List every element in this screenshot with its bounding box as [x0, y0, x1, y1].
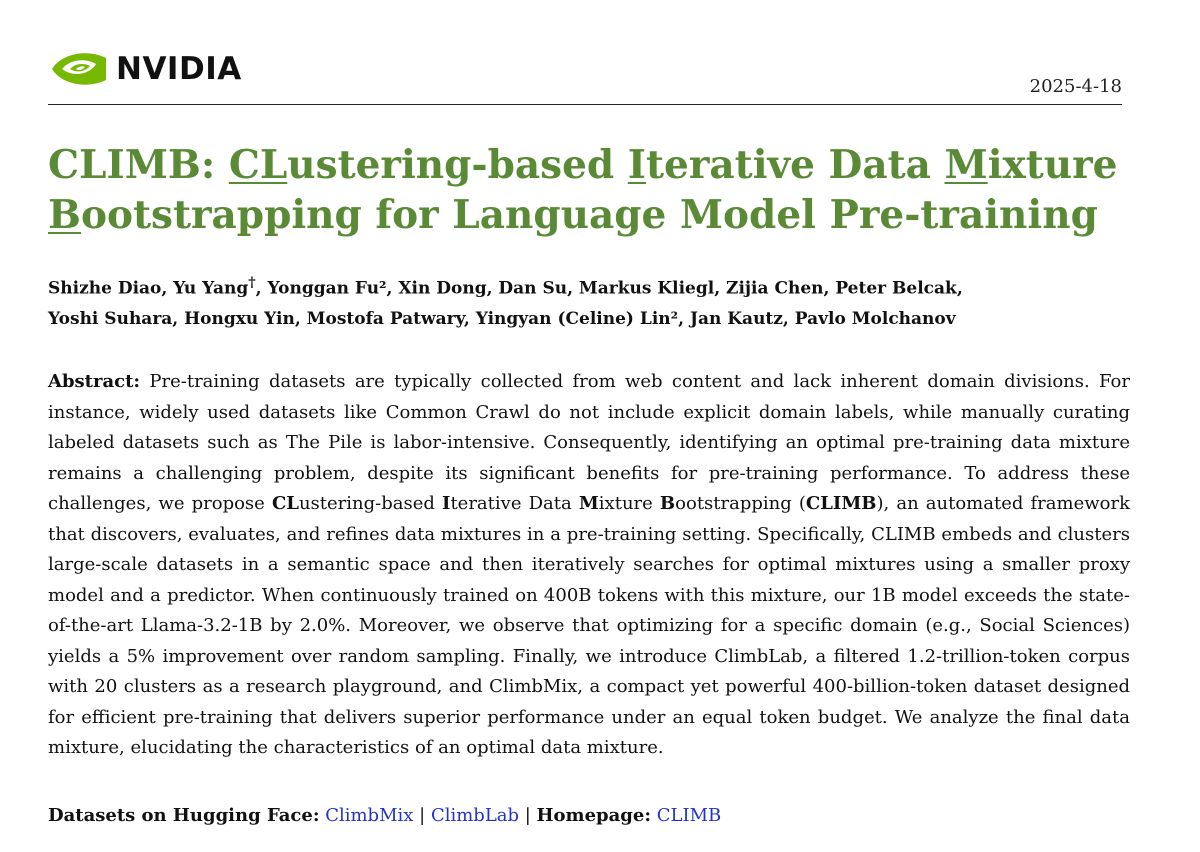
- abstract-climb: CLIMB: [805, 493, 877, 514]
- title-word-2: terative Data: [646, 142, 945, 188]
- title-acronym-b: B: [48, 192, 81, 238]
- nvidia-logo: [50, 50, 242, 88]
- abstract: [48, 367, 1130, 764]
- brand-name: NVIDIA: [116, 51, 242, 87]
- title-acronym-cl: CL: [228, 142, 288, 188]
- title-word-1: ustering-based: [287, 142, 628, 188]
- authors-line2: Yoshi Suhara, Hongxu Yin, Mostofa Patwary, Yingyan (Celine) Lin², Jan Kautz, Pavlo Molchanov: [48, 308, 956, 329]
- authors-line1-b: , Yonggan Fu², Xin Dong, Dan Su, Markus Kliegl, Zijia Chen, Peter Belcak,: [255, 278, 963, 299]
- link-separator-1: |: [413, 805, 431, 826]
- title-acronym-i: I: [627, 142, 647, 188]
- resource-links: [48, 801, 721, 831]
- abstract-acronym-b: B: [659, 493, 676, 514]
- abstract-acronym-m: M: [578, 493, 599, 514]
- publication-date: 2025-4-18: [1029, 76, 1122, 97]
- nvidia-eye-icon: [50, 50, 108, 88]
- title-word-3: ixture: [987, 142, 1118, 188]
- abstract-text-5: ootstrapping (: [675, 493, 806, 514]
- abstract-text-4: ixture: [598, 493, 660, 514]
- dagger-mark: †: [248, 275, 256, 291]
- paper-title: [48, 140, 1128, 240]
- title-prefix: CLIMB:: [48, 142, 229, 188]
- title-acronym-m: M: [944, 142, 988, 188]
- climb-homepage-link[interactable]: CLIMB: [656, 805, 722, 826]
- abstract-text-6: ), an automated framework that discovers, evaluates, and refines data mixtures in a pre-training setting. Specifically, CLIMB embeds and clusters large-scale datasets in a semantic space and then iteratively searches for optimal mixtures using a smaller proxy model and a predictor. When continuously trained on 400B tokens with this mixture, our 1B model exceeds the state-of-the-art Llama-3.2-1B by 2.0%. Moreover, we observe that optimizing for a specific domain (e.g., Social Sciences) yields a 5% improvement over random sampling. Finally, we introduce ClimbLab, a filtered 1.2-trillion-token corpus with 20 clusters as a research playground, and ClimbMix, a compact yet powerful 400-billion-token dataset designed for efficient pre-training that delivers superior performance under an equal token budget. We analyze the final data mixture, elucidating the characteristics of an optimal data mixture.: [48, 493, 1130, 758]
- title-word-4: ootstrapping for Language Model Pre-training: [80, 192, 1098, 238]
- climblab-link[interactable]: ClimbLab: [430, 805, 520, 826]
- header-divider: [48, 104, 1122, 105]
- abstract-text-2: ustering-based: [298, 493, 443, 514]
- climbmix-link[interactable]: ClimbMix: [325, 805, 414, 826]
- link-separator-2: |: [519, 805, 537, 826]
- abstract-label: Abstract:: [48, 371, 141, 392]
- abstract-acronym-i: I: [442, 493, 451, 514]
- author-list: [48, 268, 1138, 334]
- homepage-label: Homepage:: [536, 805, 651, 826]
- abstract-acronym-cl: CL: [271, 493, 299, 514]
- abstract-text-1: Pre-training datasets are typically collected from web content and lack inherent domain divisions. For instance, widely used datasets like Common Crawl do not include explicit domain labels, while manually curating labeled datasets such as The Pile is labor-intensive. Consequently, identifying an optimal pre-training data mixture remains a challenging problem, despite its significant benefits for pre-training performance. To address these challenges, we propose: [48, 371, 1130, 514]
- abstract-text-3: terative Data: [450, 493, 579, 514]
- datasets-label: Datasets on Hugging Face:: [48, 805, 320, 826]
- authors-line1-a: Shizhe Diao, Yu Yang: [48, 278, 249, 299]
